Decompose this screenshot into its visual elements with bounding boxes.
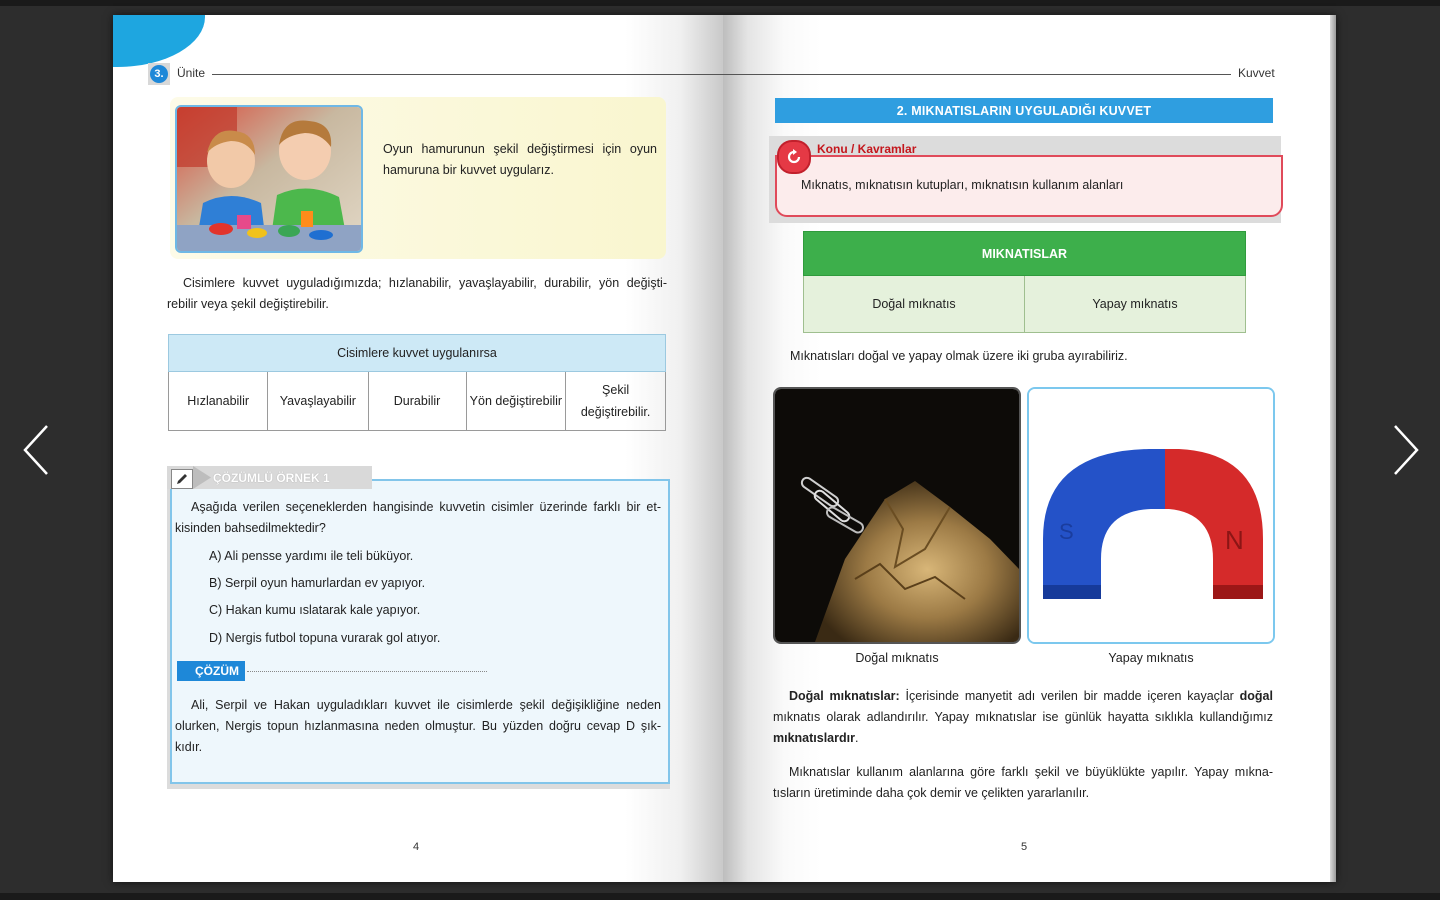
corner-accent bbox=[113, 15, 205, 67]
magnets-table-header: MIKNATISLAR bbox=[804, 232, 1246, 276]
bold-term: doğal bbox=[1239, 689, 1273, 703]
header-rule bbox=[723, 74, 1231, 75]
page-right[interactable] bbox=[723, 15, 1336, 882]
option-b: B) Serpil oyun hamurlardan ev yapıyor. bbox=[209, 576, 426, 590]
table-cell: Yapay mıknatıs bbox=[1025, 276, 1246, 333]
solution-text: Ali, Serpil ve Hakan uyguladıkları kuvvet ile cisimlerde şekil değişikliğine neden olurken, Nergis topun hızlanmasına neden olmuştur. Bu yüzden doğru cevap D şık-kıdır. bbox=[175, 698, 661, 754]
solution-label: ÇÖZÜM bbox=[195, 664, 239, 678]
artificial-magnet-photo bbox=[1027, 387, 1275, 644]
viewer-top-bar bbox=[0, 0, 1440, 6]
refresh-icon bbox=[777, 140, 811, 174]
option-d: D) Nergis futbol topuna vurarak gol atıyor. bbox=[209, 631, 441, 645]
table-cell: Şekil değiştirebilir. bbox=[566, 372, 666, 431]
table-cell: Hızlanabilir bbox=[169, 372, 268, 431]
section-title: 2. MIKNATISLARIN UYGULADIĞI KUVVET bbox=[775, 98, 1273, 123]
caption-natural: Doğal mıknatıs bbox=[855, 651, 939, 665]
concept-text: Mıknatıs, mıknatısın kutupları, mıknatısın kullanım alanları bbox=[801, 178, 1124, 192]
paragraph-text: . bbox=[854, 731, 859, 745]
book-spread bbox=[113, 15, 1336, 882]
unit-number: 3. bbox=[150, 65, 168, 83]
page-left[interactable] bbox=[113, 15, 723, 882]
page-number-left: 4 bbox=[413, 841, 420, 853]
chevron-right-icon bbox=[1391, 423, 1421, 477]
bold-term: mıknatıslardır bbox=[773, 731, 855, 745]
solution-tab bbox=[177, 661, 245, 681]
pole-s-label: S bbox=[1059, 519, 1074, 544]
force-effects-table bbox=[168, 334, 666, 431]
natural-magnets-paragraph bbox=[773, 686, 1273, 749]
page-edge bbox=[1330, 15, 1336, 882]
example-question: Aşağıda verilen seçeneklerden hangisinde kuvvetin cisimler üzerinde farklı bir et-kisinden bahsedilmektedir? bbox=[175, 500, 661, 535]
table-cell: Doğal mıknatıs bbox=[804, 276, 1025, 333]
magnets-table bbox=[803, 231, 1246, 333]
option-c: C) Hakan kumu ıslatarak kale yapıyor. bbox=[209, 603, 421, 617]
paragraph-text: mıknatıs olarak adlandırılır. Yapay mıknatıslar ise günlük hayatta sıklıkla kullandığımız bbox=[773, 710, 1273, 724]
page-number-right: 5 bbox=[1021, 841, 1028, 853]
unit-badge bbox=[148, 63, 170, 85]
chevron-left-icon bbox=[21, 423, 51, 477]
solved-example-tab bbox=[167, 466, 372, 489]
concept-label: Konu / Kavramlar bbox=[817, 142, 917, 156]
viewer-bottom-bar bbox=[0, 893, 1440, 900]
prev-page-button[interactable] bbox=[16, 420, 56, 480]
table-cell: Yön değiştirebilir bbox=[466, 372, 566, 431]
chapter-label: Kuvvet bbox=[1238, 66, 1275, 80]
paragraph-text: İçerisinde manyetit adı verilen bir madde içeren kayaçlar bbox=[899, 689, 1240, 703]
magnet-groups-sentence: Mıknatısları doğal ve yapay olmak üzere iki gruba ayırabiliriz. bbox=[790, 349, 1128, 363]
pole-n-label: N bbox=[1225, 525, 1244, 555]
table-cell: Yavaşlayabilir bbox=[268, 372, 368, 431]
natural-magnet-photo bbox=[773, 387, 1021, 644]
pencil-icon bbox=[171, 469, 193, 489]
unit-label: Ünite bbox=[177, 66, 206, 80]
force-effects-paragraph: Cisimlere kuvvet uyguladığımızda; hızlanabilir, yavaşlayabilir, durabilir, yön değişti-rebilir veya şekil değiştirebilir. bbox=[167, 276, 667, 311]
caption-artificial: Yapay mıknatıs bbox=[1108, 651, 1194, 665]
option-a: A) Ali pensse yardımı ile teli büküyor. bbox=[209, 549, 414, 563]
natural-magnets-term: Doğal mıknatıslar: bbox=[789, 689, 900, 703]
next-page-button[interactable] bbox=[1386, 420, 1426, 480]
header-rule bbox=[212, 74, 723, 75]
solved-example-label: ÇÖZÜMLÜ ÖRNEK 1 bbox=[213, 471, 330, 485]
force-table-header: Cisimlere kuvvet uygulanırsa bbox=[169, 335, 666, 372]
solution-divider bbox=[247, 671, 487, 672]
children-playdough-photo bbox=[175, 105, 363, 253]
magnet-usage-paragraph: Mıknatıslar kullanım alanlarına göre farklı şekil ve büyüklükte yapılır. Yapay mıkna-tısların üretiminde daha çok demir ve çelikten yararlanılır. bbox=[773, 765, 1273, 800]
intro-text: Oyun hamurunun şekil değiştirmesi için oyun hamuruna bir kuvvet uygularız. bbox=[383, 142, 657, 177]
table-cell: Durabilir bbox=[368, 372, 466, 431]
